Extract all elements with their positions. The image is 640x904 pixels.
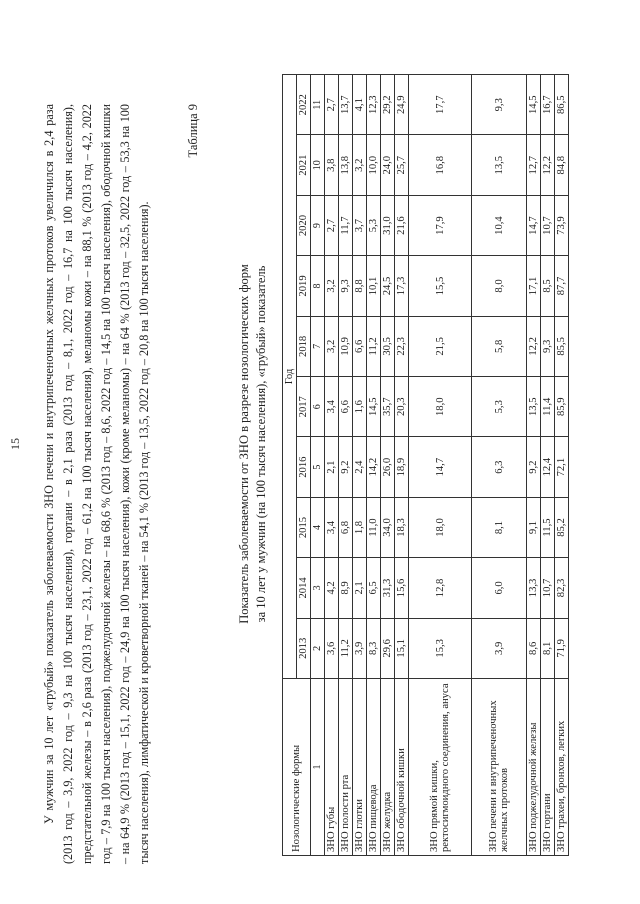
caption-line: Показатель заболеваемости от ЗНО в разрезе нозологических форм — [237, 264, 251, 624]
table-cell: 8,5 — [541, 256, 555, 316]
table-cell: 3,8 — [325, 135, 339, 195]
row-label: ЗНО пищевода — [367, 679, 381, 856]
year-group-header: Год — [283, 75, 297, 679]
column-number: 6 — [311, 377, 325, 437]
column-number: 10 — [311, 135, 325, 195]
table-cell: 3,9 — [353, 618, 367, 678]
table-row — [541, 75, 555, 856]
table-cell: 6,6 — [339, 377, 353, 437]
table-cell: 1,6 — [353, 377, 367, 437]
table-row — [367, 75, 381, 856]
table-cell: 8,6 — [527, 618, 541, 678]
table-cell: 24,9 — [395, 75, 409, 135]
table-cell: 16,8 — [409, 135, 472, 195]
table-cell: 15,1 — [395, 618, 409, 678]
caption-line: за 10 лет у мужчин (на 100 тысяч населения), «грубый» показатель — [254, 265, 268, 623]
year-header: 2022 — [297, 75, 311, 135]
table-cell: 9,2 — [339, 437, 353, 497]
table-cell: 3,2 — [353, 135, 367, 195]
rotated-document-page — [0, 14, 600, 874]
year-header: 2018 — [297, 316, 311, 376]
table-cell: 29,6 — [381, 618, 395, 678]
table-cell: 3,4 — [325, 377, 339, 437]
table-cell: 3,2 — [325, 316, 339, 376]
table-cell: 21,5 — [409, 316, 472, 376]
table-cell: 8,9 — [339, 558, 353, 618]
table-cell: 25,7 — [395, 135, 409, 195]
table-cell: 9,3 — [541, 316, 555, 376]
column-number: 1 — [311, 679, 325, 856]
table-cell: 4,1 — [353, 75, 367, 135]
year-header: 2014 — [297, 558, 311, 618]
table-row — [395, 75, 409, 856]
table-cell: 3,9 — [472, 618, 527, 678]
table-cell: 10,7 — [541, 195, 555, 255]
table-cell: 14,5 — [527, 75, 541, 135]
table-cell: 8,8 — [353, 256, 367, 316]
table-cell: 5,3 — [472, 377, 527, 437]
table-cell: 18,3 — [395, 497, 409, 557]
table-cell: 1,8 — [353, 497, 367, 557]
table-cell: 6,6 — [353, 316, 367, 376]
table-cell: 26,0 — [381, 437, 395, 497]
column-number: 7 — [311, 316, 325, 376]
row-label: ЗНО прямой кишки, ректосигмоидного соединения, ануса — [409, 679, 472, 856]
page-number: 15 — [8, 438, 22, 450]
table-cell: 85,2 — [555, 497, 569, 557]
column-number: 2 — [311, 618, 325, 678]
column-number: 5 — [311, 437, 325, 497]
table-cell: 6,0 — [472, 558, 527, 618]
column-number: 4 — [311, 497, 325, 557]
table-cell: 12,2 — [541, 135, 555, 195]
year-header: 2016 — [297, 437, 311, 497]
table-cell: 6,5 — [367, 558, 381, 618]
table-cell: 9,2 — [527, 437, 541, 497]
body-paragraph — [40, 104, 154, 864]
table-cell: 5,3 — [367, 195, 381, 255]
table-cell: 30,5 — [381, 316, 395, 376]
table-cell: 11,7 — [339, 195, 353, 255]
column-number: 3 — [311, 558, 325, 618]
table-cell: 17,3 — [395, 256, 409, 316]
table-number: Таблица 9 — [186, 104, 200, 158]
year-header: 2013 — [297, 618, 311, 678]
table-cell: 72,1 — [555, 437, 569, 497]
table-cell: 71,9 — [555, 618, 569, 678]
row-label: ЗНО поджелудочной железы — [527, 679, 541, 856]
col-header-nosology: Нозологические формы — [283, 679, 311, 856]
row-label: ЗНО ободочной кишки — [395, 679, 409, 856]
table-cell: 10,1 — [367, 256, 381, 316]
table-cell: 11,4 — [541, 377, 555, 437]
table-cell: 10,7 — [541, 558, 555, 618]
table-cell: 11,5 — [541, 497, 555, 557]
table-cell: 16,7 — [541, 75, 555, 135]
table-cell: 14,7 — [409, 437, 472, 497]
table-cell: 13,3 — [527, 558, 541, 618]
table-row — [325, 75, 339, 856]
table-cell: 12,3 — [367, 75, 381, 135]
table-cell: 35,7 — [381, 377, 395, 437]
column-number: 9 — [311, 195, 325, 255]
table-caption — [236, 14, 270, 874]
table-cell: 8,1 — [541, 618, 555, 678]
table-cell: 15,5 — [409, 256, 472, 316]
column-number: 11 — [311, 75, 325, 135]
table-cell: 84,8 — [555, 135, 569, 195]
table-cell: 13,5 — [472, 135, 527, 195]
table-cell: 18,0 — [409, 377, 472, 437]
table-cell: 12,2 — [527, 316, 541, 376]
table-cell: 22,3 — [395, 316, 409, 376]
table-cell: 21,6 — [395, 195, 409, 255]
table-cell: 24,0 — [381, 135, 395, 195]
table-cell: 18,0 — [409, 497, 472, 557]
table-cell: 3,6 — [325, 618, 339, 678]
row-label: ЗНО желудка — [381, 679, 395, 856]
table-cell: 31,3 — [381, 558, 395, 618]
table-cell: 14,7 — [527, 195, 541, 255]
table-cell: 6,3 — [472, 437, 527, 497]
table-row — [381, 75, 395, 856]
table-cell: 24,5 — [381, 256, 395, 316]
year-header: 2017 — [297, 377, 311, 437]
table-cell: 4,2 — [325, 558, 339, 618]
row-label: ЗНО губы — [325, 679, 339, 856]
table-cell: 85,5 — [555, 316, 569, 376]
table-row — [472, 75, 527, 856]
table-cell: 10,0 — [367, 135, 381, 195]
column-number: 8 — [311, 256, 325, 316]
table-cell: 86,5 — [555, 75, 569, 135]
table-cell: 17,7 — [409, 75, 472, 135]
table-cell: 34,0 — [381, 497, 395, 557]
paragraph-text: У мужчин за 10 лет «грубый» показатель заболеваемости ЗНО печени и внутрипеченочных желчных протоков увеличился в 2,4 раза (2013 год – 3,9, 2022 год – 9,3 на 100 тысяч населения), гортани – в 2,1 раза (2013 год – 8,1, 2022 год – 16,7 на 100 тысяч населения), предстательной железы – в 2,6 раза (2013 год – 23,1, 2022 год – 61,2 на 100 тысяч населения), меланомы кожи – на 88,1 % (2013 год – 4,2, 2022 год – 7,9 на 100 тысяч населения), поджелудочной железы – на 68,6 % (2013 год – 8,6, 2022 год – 14,5 на 100 тысяч населения), ободочной кишки – на 64,9 % (2013 год – 15,1, 2022 год – 24,9 на 100 тысяч населения), кожи (кроме меланомы) – на 64 % (2013 год – 32,5, 2022 год – 53,3 на 100 тысяч населения), лимфатической и кроветворной тканей – на 54,1 % (2013 год – 13,5, 2022 год – 20,8 на 100 тысяч населения). — [42, 104, 151, 864]
row-label: ЗНО печени и внутрипеченочных желчных протоков — [472, 679, 527, 856]
table-cell: 15,6 — [395, 558, 409, 618]
table-cell: 17,1 — [527, 256, 541, 316]
table-cell: 29,2 — [381, 75, 395, 135]
table-cell: 3,7 — [353, 195, 367, 255]
row-label: ЗНО полости рта — [339, 679, 353, 856]
table-cell: 73,9 — [555, 195, 569, 255]
table-cell: 5,8 — [472, 316, 527, 376]
row-label: ЗНО трахеи, бронхов, легких — [555, 679, 569, 856]
table-cell: 8,1 — [472, 497, 527, 557]
table-cell: 18,9 — [395, 437, 409, 497]
table-cell: 82,3 — [555, 558, 569, 618]
table-cell: 14,2 — [367, 437, 381, 497]
row-label: ЗНО гортани — [541, 679, 555, 856]
table-cell: 9,3 — [339, 256, 353, 316]
year-header: 2020 — [297, 195, 311, 255]
table-cell: 13,7 — [339, 75, 353, 135]
table-cell: 10,4 — [472, 195, 527, 255]
table-cell: 2,7 — [325, 195, 339, 255]
table-cell: 13,8 — [339, 135, 353, 195]
incidence-table — [282, 74, 569, 856]
table-row — [353, 75, 367, 856]
table-cell: 15,3 — [409, 618, 472, 678]
table-cell: 12,7 — [527, 135, 541, 195]
table-cell: 8,0 — [472, 256, 527, 316]
table-cell: 85,9 — [555, 377, 569, 437]
table-cell: 12,4 — [541, 437, 555, 497]
table-cell: 11,2 — [367, 316, 381, 376]
table-cell: 9,1 — [527, 497, 541, 557]
table-cell: 17,9 — [409, 195, 472, 255]
table-cell: 6,8 — [339, 497, 353, 557]
table-row — [527, 75, 541, 856]
table-cell: 31,0 — [381, 195, 395, 255]
table-row — [409, 75, 472, 856]
row-label: ЗНО глотки — [353, 679, 367, 856]
table-cell: 12,8 — [409, 558, 472, 618]
table-row — [339, 75, 353, 856]
year-header: 2019 — [297, 256, 311, 316]
table-cell: 10,9 — [339, 316, 353, 376]
table-cell: 13,5 — [527, 377, 541, 437]
table-cell: 87,7 — [555, 256, 569, 316]
table-cell: 3,2 — [325, 256, 339, 316]
table-cell: 2,7 — [325, 75, 339, 135]
table-cell: 2,1 — [325, 437, 339, 497]
table-cell: 20,3 — [395, 377, 409, 437]
table-cell: 2,1 — [353, 558, 367, 618]
table-cell: 9,3 — [472, 75, 527, 135]
table-cell: 8,3 — [367, 618, 381, 678]
year-header: 2021 — [297, 135, 311, 195]
table-cell: 11,2 — [339, 618, 353, 678]
table-cell: 3,4 — [325, 497, 339, 557]
year-header: 2015 — [297, 497, 311, 557]
table-cell: 14,5 — [367, 377, 381, 437]
table-cell: 11,0 — [367, 497, 381, 557]
table-cell: 2,4 — [353, 437, 367, 497]
table-row — [555, 75, 569, 856]
